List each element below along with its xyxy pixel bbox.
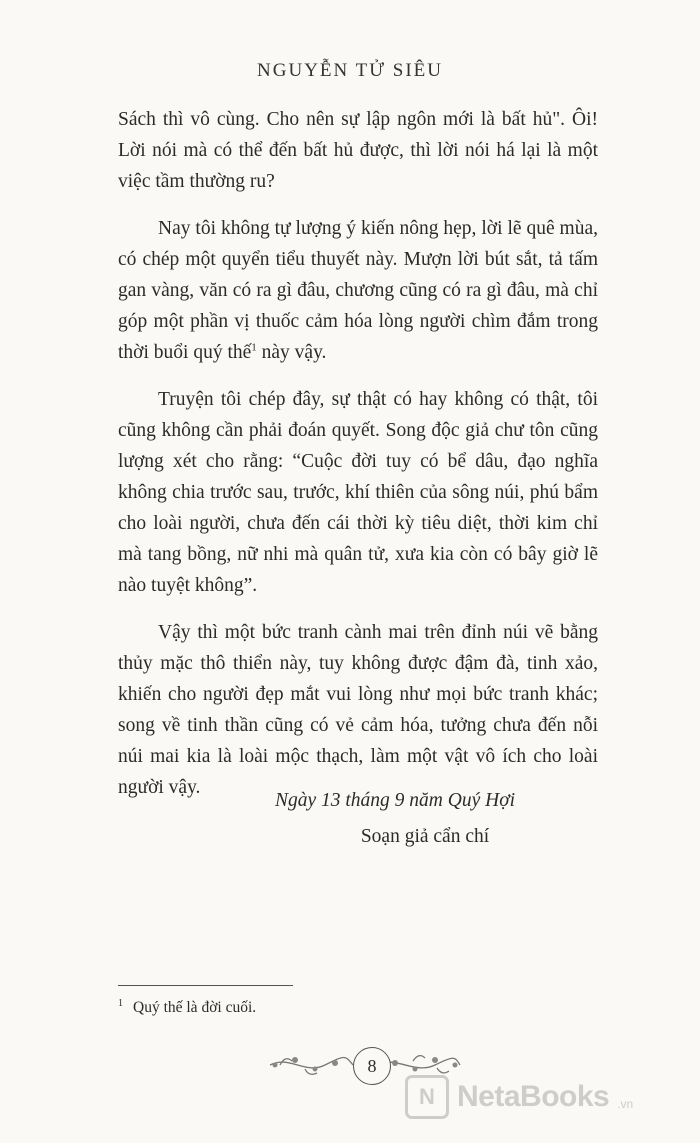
publisher-watermark — [405, 1075, 633, 1119]
footnote-ref[interactable]: 1 — [251, 341, 257, 354]
paragraph-1: Sách thì vô cùng. Cho nên sự lập ngôn mới là bất hủ". Ôi! Lời nói mà có thể đến bất hủ được, thì lời nói há lại là một việc tầm thường ru? — [118, 109, 598, 192]
footnote — [118, 998, 256, 1017]
page-number: 8 — [353, 1047, 391, 1085]
paragraph-2 — [118, 213, 598, 368]
paragraph-2-tail: này vậy. — [256, 342, 327, 363]
paragraph-3: Truyện tôi chép đây, sự thật có hay không có thật, tôi cũng không cần phải đoán quyết. Song độc giả chư tôn cũng lượng xét cho rằng: “Cuộc đời tuy có bể dâu, đạo nghĩa không chia trước sau, trước, khí thiên của sông núi, phú bẩm cho loài người, chưa đến cái thời kỳ tiêu diệt, thời kim chỉ mà tang bồng, nữ nhi mà quân tử, xưa kia còn có bây giờ lẽ nào tuyệt không”. — [118, 389, 598, 596]
running-header: NGUYỄN TỬ SIÊU — [257, 60, 443, 81]
footnote-divider — [118, 985, 293, 986]
footnote-text: Quý thế là đời cuối. — [133, 999, 257, 1017]
signer-line: Soạn giả cẩn chí — [360, 826, 490, 847]
date-line: Ngày 13 tháng 9 năm Quý Hợi — [274, 790, 516, 811]
paragraph-4: Vậy thì một bức tranh cành mai trên đỉnh núi vẽ bằng thủy mặc thô thiển này, tuy không được đậm đà, tinh xảo, khiến cho người đẹp mắt vui lòng như mọi bức tranh khác; song về tinh thần cũng có vẻ cảm hóa, tưởng chưa đến nỗi núi mai kia là loài mộc thạch, làm một vật vô ích cho loài người vậy. — [118, 622, 598, 798]
body-text — [118, 104, 598, 819]
footnote-number: 1 — [118, 998, 123, 1009]
watermark-brand: NetaBooks — [457, 1080, 610, 1113]
netabooks-logo-icon: N — [405, 1075, 449, 1119]
paragraph-2-text: Nay tôi không tự lượng ý kiến nông hẹp, lời lẽ quê mùa, có chép một quyển tiểu thuyết này. Mượn lời bút sắt, tả tấm gan vàng, văn có ra gì đâu, chương cũng có ra gì đâu, mà chỉ góp một phần vị thuốc cảm hóa lòng người chìm đắm trong thời buổi quý thế — [118, 218, 598, 363]
watermark-tld: .vn — [617, 1097, 634, 1111]
